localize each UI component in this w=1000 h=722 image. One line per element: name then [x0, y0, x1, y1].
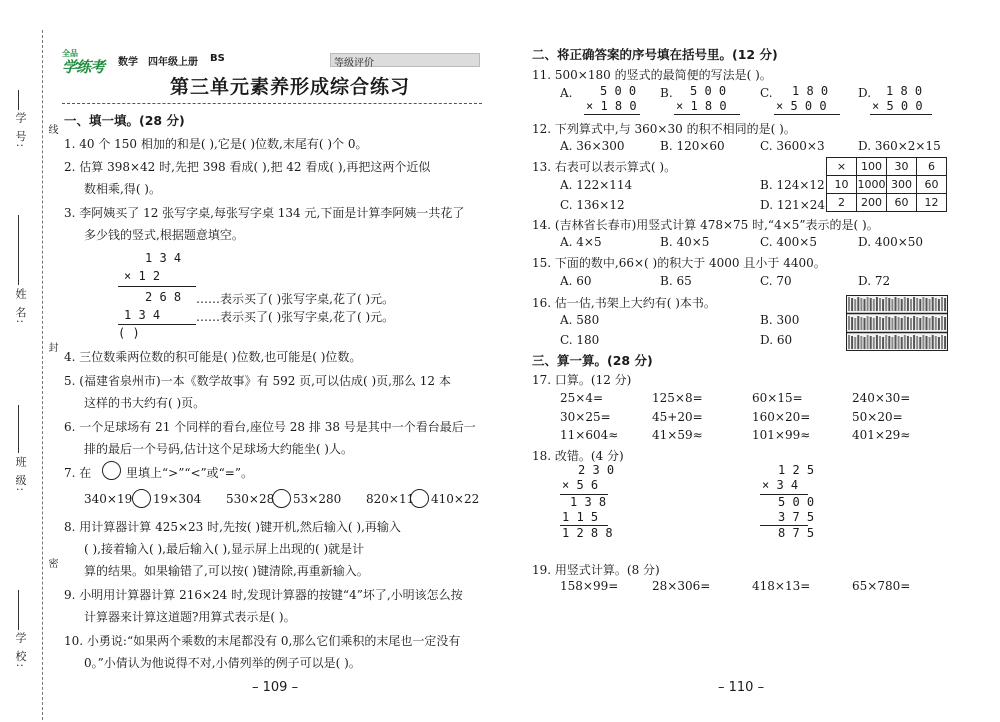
q18-calc1-r1: 2 3 0 — [578, 463, 615, 477]
q12-opt-c: C. 3600×3 — [760, 139, 825, 153]
school-line — [18, 590, 19, 630]
q5-line1: 5. (福建省泉州市)一本《数学故事》有 592 页,可以估成( )页,那么 12 本 — [64, 374, 451, 388]
book-spine — [935, 336, 937, 349]
q17-r2-c1: 30×25= — [560, 410, 611, 424]
q18-calc2-r2: × 3 4 — [762, 478, 799, 492]
q13-opt-b: B. 124×12 — [760, 178, 825, 192]
logo-top-text: 全品 — [62, 49, 78, 58]
book-spine — [895, 297, 897, 311]
book-spine — [867, 335, 869, 349]
table-row — [827, 194, 947, 212]
left-page-number: – 109 – — [252, 680, 299, 695]
book-spine — [944, 336, 946, 349]
q15-opt-d: D. 72 — [858, 274, 891, 288]
book-spine — [860, 298, 862, 311]
q15-opt-a: A. 60 — [560, 274, 592, 288]
q9-line1: 9. 小明用计算器计算 216×24 时,发现计算器的按键“4”坏了,小明该怎么按 — [64, 588, 463, 602]
book-spine — [935, 317, 937, 330]
table-cell: 100 — [857, 158, 887, 176]
name-label: 姓 名: — [14, 288, 27, 326]
book-spine — [932, 316, 934, 330]
q19: 19. 用竖式计算。(8 分) — [532, 563, 660, 577]
book-spine — [910, 337, 912, 349]
q1: 1. 40 个 150 相加的和是( ),它是( )位数,末尾有( )个 0。 — [64, 137, 368, 151]
book-spine — [898, 317, 900, 330]
book-spine — [891, 299, 893, 311]
book-spine — [938, 318, 940, 330]
book-spine — [864, 299, 866, 311]
q17-r3-c1: 11×604≈ — [560, 428, 619, 442]
q2-line1: 2. 估算 398×42 时,先把 398 看成( ),把 42 看成( ),再把这两个近似 — [64, 160, 431, 174]
q18-calc2-r5: 8 7 5 — [778, 526, 815, 540]
q17-r2-c4: 50×20= — [852, 410, 903, 424]
book-spine — [895, 335, 897, 349]
table-cell: 300 — [887, 176, 917, 194]
right-page-number: – 110 – — [718, 680, 765, 695]
table-cell: × — [827, 158, 857, 176]
q7-circle-3[interactable] — [410, 489, 429, 508]
book-spine — [873, 299, 875, 311]
book-spine — [860, 336, 862, 349]
book-spine — [907, 298, 909, 311]
q7-item-3: 530×28 — [226, 492, 275, 506]
book-spine — [864, 318, 866, 330]
q8-line1: 8. 用计算器计算 425×23 时,先按( )键开机,然后输入( ),再输入 — [64, 520, 401, 534]
q13-opt-a: A. 122×114 — [560, 178, 633, 192]
book-spine — [907, 317, 909, 330]
book-spine — [851, 298, 853, 311]
book-spine — [870, 317, 872, 330]
table-cell: 30 — [887, 158, 917, 176]
book-spine — [876, 335, 878, 349]
q3-calc-line1 — [118, 286, 196, 287]
q7-line1-suffix: 里填上“>”“<”或“=”。 — [126, 466, 253, 480]
q14-opt-a: A. 4×5 — [560, 235, 602, 249]
q11-opt-c-top: 1 8 0 — [792, 84, 829, 98]
q12-opt-d: D. 360×2×15 — [858, 139, 941, 153]
student-id-line — [18, 90, 19, 110]
book-spine — [919, 318, 921, 330]
q11-opt-b-line — [674, 114, 740, 115]
q16: 16. 估一估,书架上大约有( )本书。 — [532, 296, 716, 310]
book-spine — [922, 316, 924, 330]
book-spine — [848, 316, 850, 330]
q18-calc1-r5: 1 2 8 8 — [562, 526, 613, 540]
q17-r1-c1: 25×4= — [560, 391, 604, 405]
book-spine — [857, 297, 859, 311]
table-row — [827, 176, 947, 194]
table-cell: 10 — [827, 176, 857, 194]
book-spine — [919, 299, 921, 311]
q17-r1-c2: 125×8= — [652, 391, 703, 405]
class-label: 班 级: — [14, 456, 27, 494]
q13-opt-d: D. 121×24 — [760, 198, 826, 212]
book-spine — [935, 298, 937, 311]
q7-item-4: 53×280 — [293, 492, 342, 506]
q3-note1: ……表示买了( )张写字桌,花了( )元。 — [196, 292, 395, 306]
q11-opt-c-line — [774, 114, 840, 115]
q13-opt-c: C. 136×12 — [560, 198, 625, 212]
q17-r3-c2: 41×59≈ — [652, 428, 703, 442]
grade-eval-label: 等级评价 — [334, 58, 374, 69]
q4: 4. 三位数乘两位数的积可能是( )位数,也可能是( )位数。 — [64, 350, 362, 364]
q7-item-6: 410×22 — [431, 492, 480, 506]
book-spine — [885, 335, 887, 349]
book-spine — [876, 297, 878, 311]
table-cell: 60 — [917, 176, 947, 194]
page-title: 第三单元素养形成综合练习 — [170, 76, 411, 98]
book-spine — [895, 316, 897, 330]
q3-calc-line2 — [118, 324, 196, 325]
table-cell: 2 — [827, 194, 857, 212]
book-spine — [916, 336, 918, 349]
book-spine — [891, 337, 893, 349]
q3-calc-row4: 1 3 4 — [124, 308, 161, 322]
table-cell: 12 — [917, 194, 947, 212]
book-spine — [944, 298, 946, 311]
book-spine — [857, 316, 859, 330]
book-spine — [938, 299, 940, 311]
binding-xian: 线 — [46, 124, 57, 136]
book-spine — [913, 316, 915, 330]
q14: 14. (吉林省长春市)用竖式计算 478×75 时,“4×5”表示的是( )。 — [532, 218, 879, 232]
q7-item-1: 340×19 — [84, 492, 133, 506]
book-spine — [879, 336, 881, 349]
table-cell: 200 — [857, 194, 887, 212]
q14-opt-d: D. 400×50 — [858, 235, 924, 249]
book-spine — [913, 335, 915, 349]
q11-opt-c-label: C. — [760, 86, 773, 100]
q16-opt-d: D. 60 — [760, 333, 793, 347]
table-row — [827, 158, 947, 176]
book-spine — [864, 337, 866, 349]
bookshelf-illustration — [846, 295, 948, 351]
q3-calc-row5: ( ) — [118, 326, 140, 340]
q6-line2: 排的最后一个号码,估计这个足球场大约能坐( )人。 — [84, 442, 353, 456]
q5-line2: 这样的书大约有( )页。 — [84, 396, 206, 410]
book-spine — [873, 337, 875, 349]
book-spine — [944, 317, 946, 330]
q11-opt-a-label: A. — [560, 86, 573, 100]
q10-line1: 10. 小勇说:“如果两个乘数的末尾都没有 0,那么它们乘积的末尾也一定没有 — [64, 634, 461, 648]
q7-circle-2[interactable] — [272, 489, 291, 508]
school-label: 学 校: — [14, 632, 27, 670]
q3-calc-row1: 1 3 4 — [145, 251, 182, 265]
book-spine — [941, 297, 943, 311]
book-spine — [888, 317, 890, 330]
q2-line2: 数相乘,得( )。 — [84, 182, 161, 196]
book-spine — [938, 337, 940, 349]
q15-opt-c: C. 70 — [760, 274, 792, 288]
q11-opt-b-label: B. — [660, 86, 673, 100]
q11-opt-d-line — [870, 114, 932, 115]
q17-r2-c3: 160×20= — [752, 410, 811, 424]
q19-item-1: 158×99= — [560, 579, 619, 593]
binding-mi: 密 — [46, 558, 57, 570]
q16-opt-b: B. 300 — [760, 313, 800, 327]
section-2-title: 二、将正确答案的序号填在括号里。(12 分) — [532, 47, 778, 62]
q14-opt-c: C. 400×5 — [760, 235, 817, 249]
q7-circle-1[interactable] — [132, 489, 151, 508]
book-spine — [879, 317, 881, 330]
q3-line2: 多少钱的竖式,根据题意填空。 — [84, 228, 244, 242]
table-cell: 1000 — [857, 176, 887, 194]
book-spine — [857, 335, 859, 349]
q12-opt-a: A. 36×300 — [560, 139, 625, 153]
book-spine — [854, 299, 856, 311]
q18: 18. 改错。(4 分) — [532, 449, 624, 463]
q7-item-5: 820×11 — [366, 492, 415, 506]
q3-calc-row3: 2 6 8 — [145, 290, 182, 304]
q7-circle-example — [102, 461, 121, 480]
book-spine — [907, 336, 909, 349]
q17-r3-c4: 401×29≈ — [852, 428, 911, 442]
book-spine — [876, 316, 878, 330]
header-divider — [62, 103, 482, 104]
book-spine — [851, 317, 853, 330]
q11-opt-a-line — [584, 114, 640, 115]
q8-line3: 算的结果。如果输错了,可以按( )键清除,再重新输入。 — [84, 564, 369, 578]
q12-opt-b: B. 120×60 — [660, 139, 725, 153]
book-spine — [879, 298, 881, 311]
section-3-title: 三、算一算。(28 分) — [532, 353, 653, 368]
book-spine — [922, 335, 924, 349]
grade-eval-box — [330, 53, 480, 67]
book-spine — [882, 299, 884, 311]
book-spine — [885, 297, 887, 311]
book-spine — [904, 297, 906, 311]
book-spine — [860, 317, 862, 330]
q13-multiplication-table — [826, 157, 947, 212]
book-spine — [901, 299, 903, 311]
book-spine — [919, 337, 921, 349]
q3-calc-row2: × 1 2 — [124, 269, 161, 283]
q15: 15. 下面的数中,66×( )的积大于 4000 且小于 4400。 — [532, 256, 826, 270]
q11-opt-d-top: 1 8 0 — [886, 84, 923, 98]
q17: 17. 口算。(12 分) — [532, 373, 632, 387]
q11-opt-a-bot: × 1 8 0 — [586, 99, 637, 113]
q11-opt-a-top: 5 0 0 — [600, 84, 637, 98]
book-spine — [891, 318, 893, 330]
q11-opt-b-top: 5 0 0 — [690, 84, 727, 98]
q19-item-3: 418×13= — [752, 579, 811, 593]
brand-logo — [62, 48, 108, 74]
book-spine — [926, 336, 928, 349]
header-subject: 数学 — [118, 57, 138, 68]
q18-calc2-r4: 3 7 5 — [778, 510, 815, 524]
book-spine — [932, 335, 934, 349]
q7-item-2: 19×304 — [153, 492, 202, 506]
book-spine — [882, 318, 884, 330]
book-spine — [867, 297, 869, 311]
q6-line1: 6. 一个足球场有 21 个同样的看台,座位号 28 排 38 号是其中一个看台最后一 — [64, 420, 476, 434]
q17-r1-c4: 240×30= — [852, 391, 911, 405]
q9-line2: 计算器来计算这道题?用算式表示是( )。 — [84, 610, 296, 624]
q16-opt-c: C. 180 — [560, 333, 600, 347]
q11-opt-b-bot: × 1 8 0 — [676, 99, 727, 113]
q18-calc1-r4: 1 1 5 — [562, 510, 599, 524]
book-spine — [941, 316, 943, 330]
book-spine — [929, 318, 931, 330]
q18-calc2-r1: 1 2 5 — [778, 463, 815, 477]
book-spine — [904, 335, 906, 349]
book-spine — [888, 298, 890, 311]
book-spine — [901, 318, 903, 330]
binding-dashed-line — [42, 30, 43, 720]
student-id-label: 学 号: — [14, 112, 27, 150]
q18-calc1-r3: 1 3 8 — [570, 495, 607, 509]
q11-opt-d-label: D. — [858, 86, 872, 100]
q19-item-2: 28×306= — [652, 579, 711, 593]
book-spine — [922, 297, 924, 311]
book-spine — [926, 298, 928, 311]
section-1-title: 一、填一填。(28 分) — [64, 113, 185, 128]
logo-main-text: 学练考 — [62, 58, 105, 76]
book-spine — [913, 297, 915, 311]
q11-opt-d-bot: × 5 0 0 — [872, 99, 923, 113]
q3-note2: ……表示买了( )张写字桌,花了( )元。 — [196, 310, 395, 324]
class-line — [18, 405, 19, 453]
binding-feng: 封 — [46, 342, 57, 354]
book-spine — [941, 335, 943, 349]
q11-opt-c-bot: × 5 0 0 — [776, 99, 827, 113]
book-spine — [929, 337, 931, 349]
book-spine — [873, 318, 875, 330]
q17-r3-c3: 101×99≈ — [752, 428, 811, 442]
header-edition: BS — [210, 53, 225, 64]
q13: 13. 右表可以表示算式( )。 — [532, 160, 677, 174]
table-cell: 6 — [917, 158, 947, 176]
q8-line2: ( ),接着输入( ),最后输入( ),显示屏上出现的( )就是计 — [84, 542, 365, 556]
book-spine — [929, 299, 931, 311]
book-spine — [910, 299, 912, 311]
book-spine — [848, 335, 850, 349]
book-spine — [926, 317, 928, 330]
name-line — [18, 215, 19, 285]
q12: 12. 下列算式中,与 360×30 的积不相同的是( )。 — [532, 122, 796, 136]
book-spine — [932, 297, 934, 311]
book-spine — [916, 298, 918, 311]
q10-line2: 0。”小倩认为他说得不对,小倩列举的例子可以是( )。 — [84, 656, 361, 670]
q17-r1-c3: 60×15= — [752, 391, 803, 405]
book-spine — [851, 336, 853, 349]
q11: 11. 500×180 的竖式的最简便的写法是( )。 — [532, 68, 772, 82]
book-spine — [901, 337, 903, 349]
q15-opt-b: B. 65 — [660, 274, 692, 288]
book-spine — [870, 336, 872, 349]
book-spine — [916, 317, 918, 330]
q18-calc1-r2: × 5 6 — [562, 478, 599, 492]
table-cell: 60 — [887, 194, 917, 212]
book-spine — [898, 298, 900, 311]
q19-item-4: 65×780= — [852, 579, 911, 593]
book-spine — [882, 337, 884, 349]
book-spine — [904, 316, 906, 330]
q16-opt-a: A. 580 — [560, 313, 600, 327]
book-spine — [854, 318, 856, 330]
q18-calc2-r3: 5 0 0 — [778, 495, 815, 509]
book-spine — [870, 298, 872, 311]
book-spine — [867, 316, 869, 330]
q17-r2-c2: 45+20= — [652, 410, 703, 424]
book-spine — [888, 336, 890, 349]
book-spine — [885, 316, 887, 330]
header-grade: 四年级上册 — [148, 57, 198, 68]
book-spine — [898, 336, 900, 349]
book-spine — [854, 337, 856, 349]
q3-line1: 3. 李阿姨买了 12 张写字桌,每张写字桌 134 元,下面是计算李阿姨一共花了 — [64, 206, 465, 220]
q7-line1-prefix: 7. 在 — [64, 466, 92, 480]
book-spine — [910, 318, 912, 330]
q14-opt-b: B. 40×5 — [660, 235, 710, 249]
book-spine — [848, 297, 850, 311]
